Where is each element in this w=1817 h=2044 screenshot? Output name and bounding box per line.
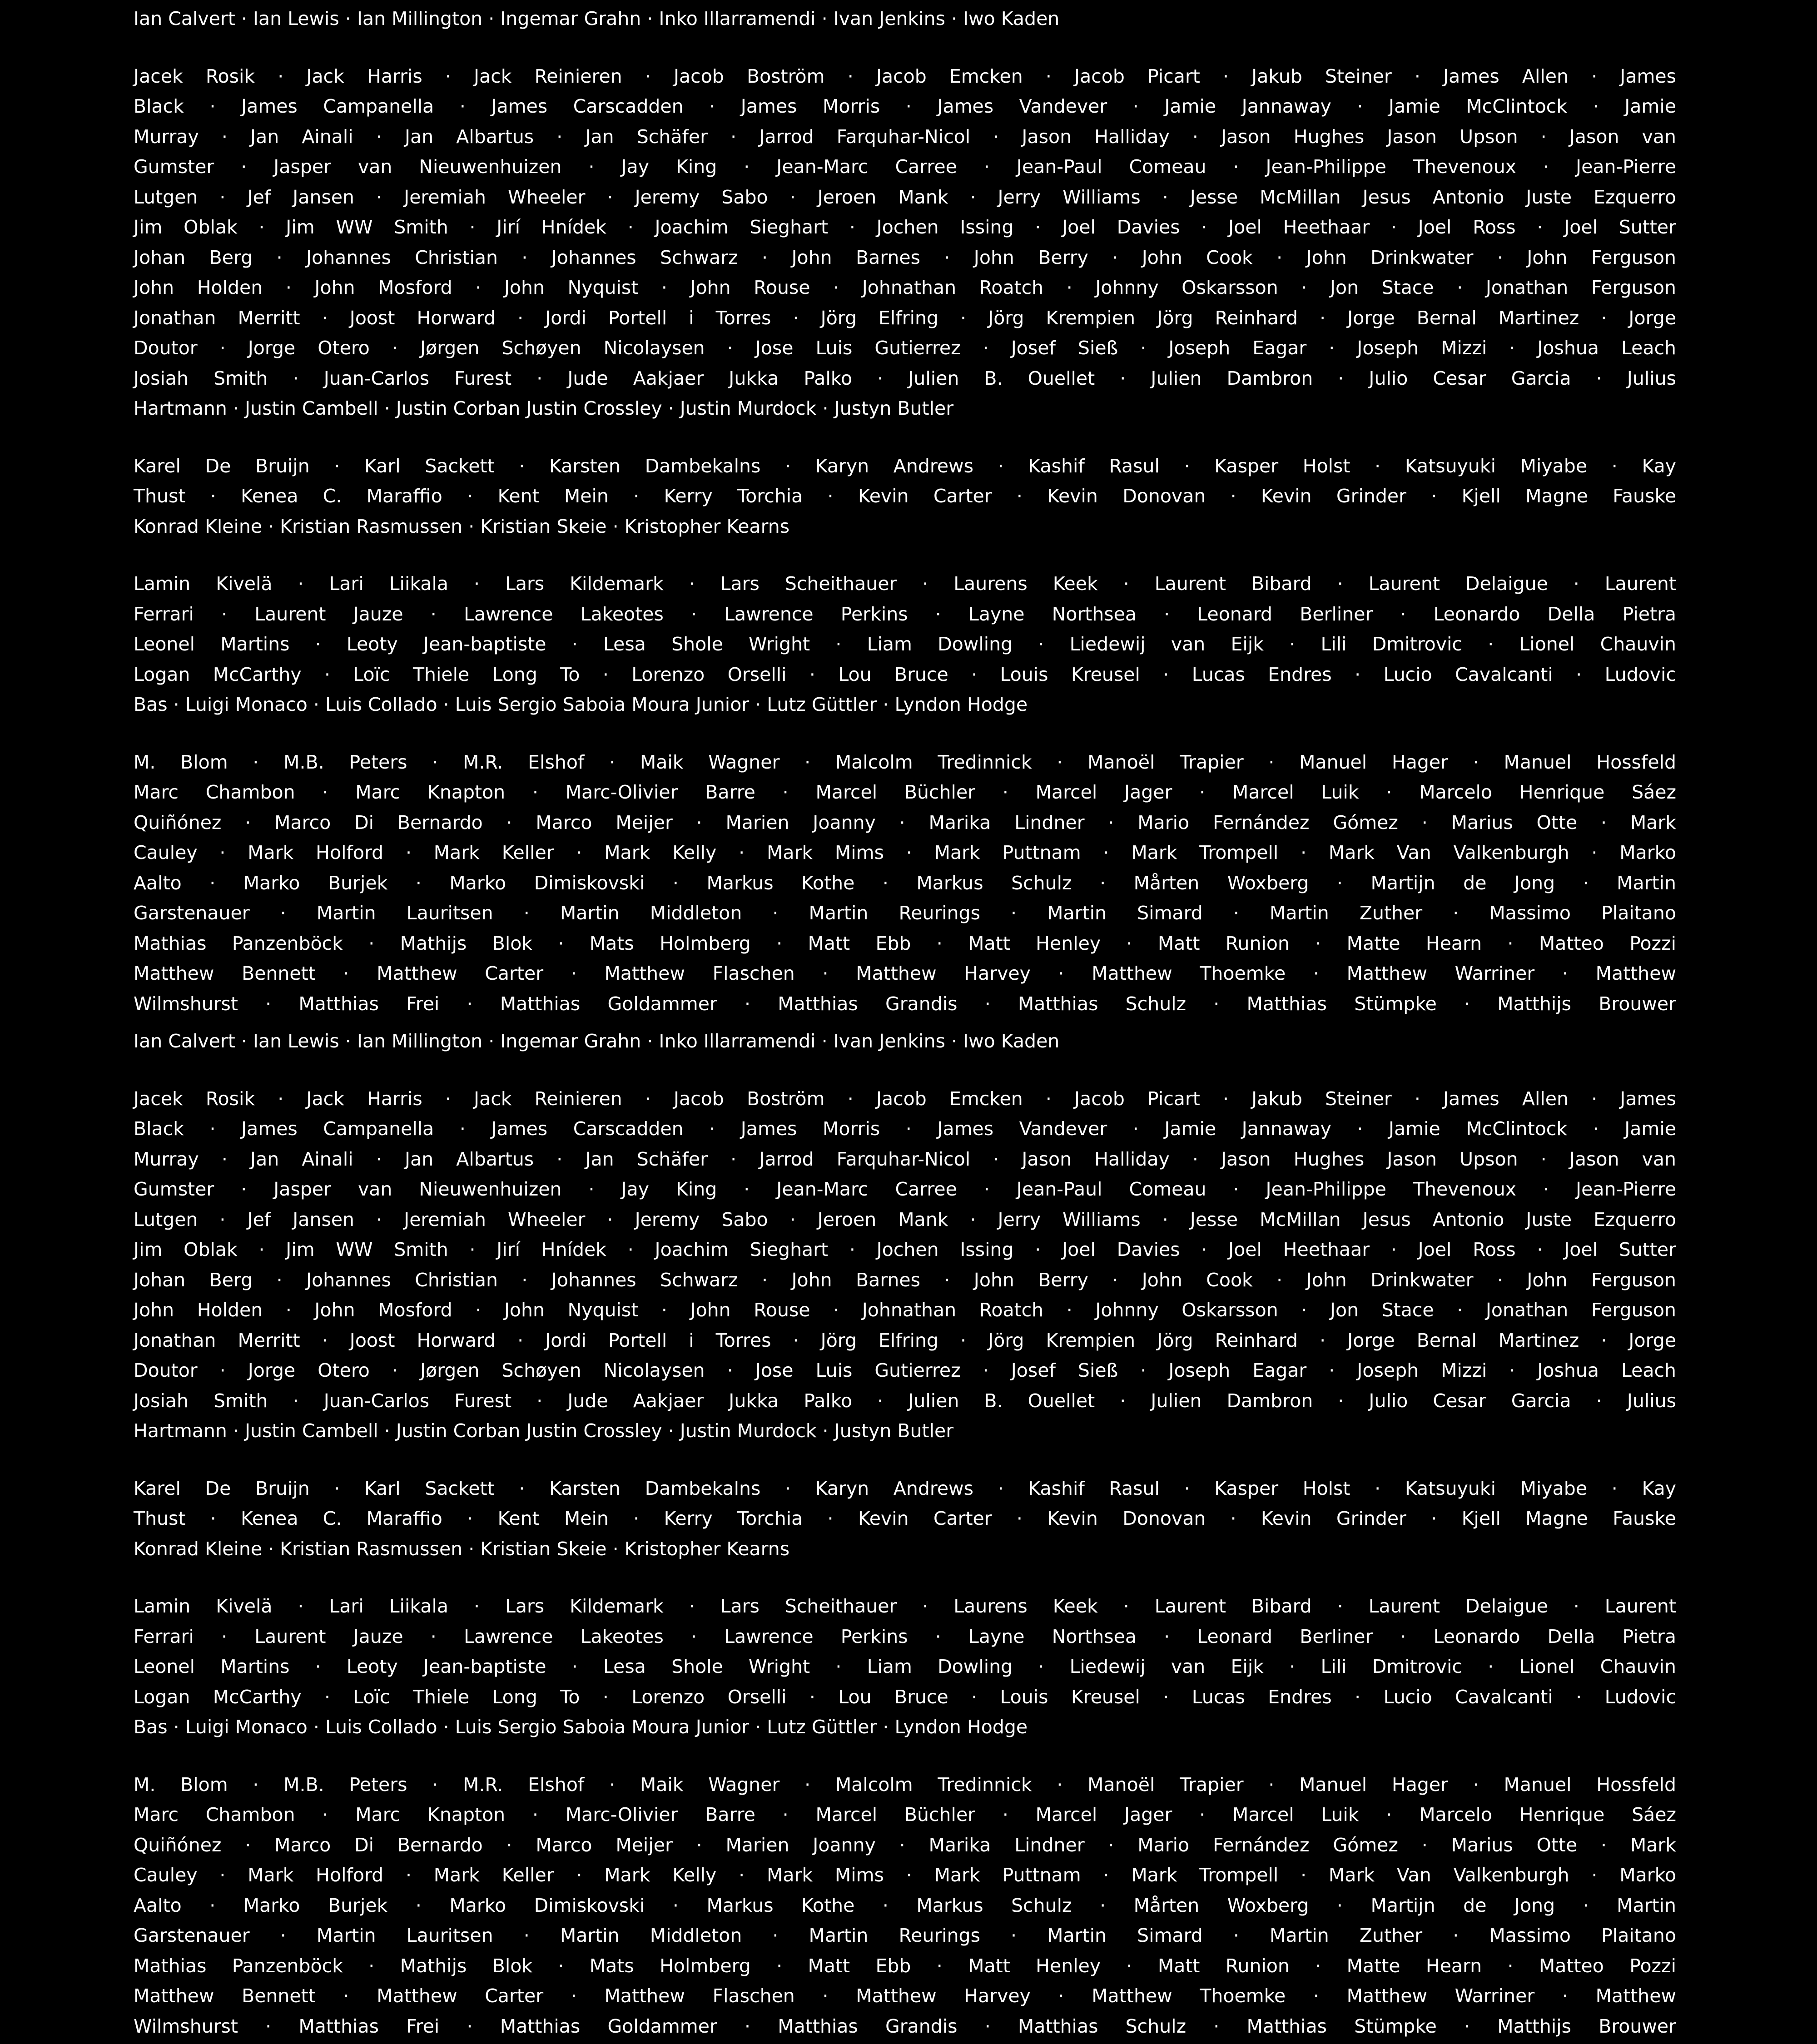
credits-line: Ferrari · Laurent Jauze · Lawrence Lakeotes · Lawrence Perkins · Layne Northsea · Leonard Berliner · Leonardo Della Pietra — [134, 1625, 1676, 1647]
credits-line: Johan Berg · Johannes Christian · Johannes Schwarz · John Barnes · John Berry · John Cook · John Drinkwater · John Ferguson — [134, 246, 1676, 268]
credits-line: Johan Berg · Johannes Christian · Johannes Schwarz · John Barnes · John Berry · John Cook · John Drinkwater · John Ferguson — [134, 1269, 1676, 1291]
credits-line: Hartmann · Justin Cambell · Justin Corban Justin Crossley · Justin Murdock · Justyn Butler — [134, 397, 954, 419]
credits-line: Jacek Rosik · Jack Harris · Jack Reinieren · Jacob Boström · Jacob Emcken · Jacob Picart · Jakub Steiner · James Allen · James — [134, 1087, 1676, 1110]
credits-line: Garstenauer · Martin Lauritsen · Martin Middleton · Martin Reurings · Martin Simard · Martin Zuther · Massimo Plaitano — [134, 1925, 1676, 1946]
credits-block-1 — [134, 4, 1676, 1019]
credits-line: Ian Calvert · Ian Lewis · Ian Millington · Ingemar Grahn · Inko Illarramendi · Ivan Jenkins · Iwo Kaden — [134, 1030, 1060, 1052]
credits-line: Karel De Bruijn · Karl Sackett · Karsten Dambekalns · Karyn Andrews · Kashif Rasul · Kasper Holst · Katsuyuki Miyabe · Kay — [134, 1477, 1676, 1499]
credits-section-j — [134, 61, 1676, 424]
credits-line: Bas · Luigi Monaco · Luis Collado · Luis Sergio Saboia Moura Junior · Lutz Güttler · Lyndon Hodge — [134, 1716, 1028, 1738]
credits-line: Lamin Kivelä · Lari Liikala · Lars Kildemark · Lars Scheithauer · Laurens Keek · Laurent Bibard · Laurent Delaigue · Laurent — [134, 1595, 1676, 1617]
credits-line: Jim Oblak · Jim WW Smith · Jirí Hnídek · Joachim Sieghart · Jochen Issing · Joel Davies · Joel Heethaar · Joel Ross · Joel Sutter — [134, 216, 1676, 238]
credits-line: Cauley · Mark Holford · Mark Keller · Mark Kelly · Mark Mims · Mark Puttnam · Mark Trompell · Mark Van Valkenburgh · Marko — [134, 842, 1676, 863]
credits-line: Quiñónez · Marco Di Bernardo · Marco Meijer · Marien Joanny · Marika Lindner · Mario Fernández Gómez · Marius Otte · Mark — [134, 811, 1676, 833]
credits-line: M. Blom · M.B. Peters · M.R. Elshof · Maik Wagner · Malcolm Tredinnick · Manoël Trapier · Manuel Hager · Manuel Hossfeld — [134, 1773, 1676, 1796]
credits-line: Gumster · Jasper van Nieuwenhuizen · Jay King · Jean-Marc Carree · Jean-Paul Comeau · Jean-Philippe Thevenoux · Jean-Pierre — [134, 156, 1676, 178]
credits-line: John Holden · John Mosford · John Nyquist · John Rouse · Johnathan Roatch · Johnny Oskarsson · Jon Stace · Jonathan Ferguson — [134, 277, 1676, 298]
credits-section-l — [134, 1591, 1676, 1742]
credits-line: Karel De Bruijn · Karl Sackett · Karsten Dambekalns · Karyn Andrews · Kashif Rasul · Kasper Holst · Katsuyuki Miyabe · Kay — [134, 455, 1676, 477]
credits-line: Leonel Martins · Leoty Jean-baptiste · Lesa Shole Wright · Liam Dowling · Liedewij van Eijk · Lili Dmitrovic · Lionel Chauvin — [134, 633, 1676, 655]
credits-section-k — [134, 1473, 1676, 1564]
credits-line: Ferrari · Laurent Jauze · Lawrence Lakeotes · Lawrence Perkins · Layne Northsea · Leonard Berliner · Leonardo Della Pietra — [134, 603, 1676, 625]
credits-line: Quiñónez · Marco Di Bernardo · Marco Meijer · Marien Joanny · Marika Lindner · Mario Fernández Gómez · Marius Otte · Mark — [134, 1834, 1676, 1856]
credits-section-k — [134, 451, 1676, 542]
credits-line: Jonathan Merritt · Joost Horward · Jordi Portell i Torres · Jörg Elfring · Jörg Krempien Jörg Reinhard · Jorge Bernal Martinez · Jorge — [134, 307, 1676, 329]
credits-line: Aalto · Marko Burjek · Marko Dimiskovski · Markus Kothe · Markus Schulz · Mårten Woxberg · Martijn de Jong · Martin — [134, 872, 1676, 894]
credits-line: Aalto · Marko Burjek · Marko Dimiskovski · Markus Kothe · Markus Schulz · Mårten Woxberg · Martijn de Jong · Martin — [134, 1894, 1676, 1916]
credits-line: Marc Chambon · Marc Knapton · Marc-Olivier Barre · Marcel Büchler · Marcel Jager · Marcel Luik · Marcelo Henrique Sáez — [134, 781, 1676, 803]
credits-line: Lutgen · Jef Jansen · Jeremiah Wheeler · Jeremy Sabo · Jeroen Mank · Jerry Williams · Jesse McMillan Jesus Antonio Juste Ezquerro — [134, 1208, 1676, 1230]
credits-line: Wilmshurst · Matthias Frei · Matthias Goldammer · Matthias Grandis · Matthias Schulz · Matthias Stümpke · Matthijs Brouwer — [134, 992, 1676, 1015]
credits-line: Leonel Martins · Leoty Jean-baptiste · Lesa Shole Wright · Liam Dowling · Liedewij van Eijk · Lili Dmitrovic · Lionel Chauvin — [134, 1656, 1676, 1677]
credits-line: Josiah Smith · Juan-Carlos Furest · Jude Aakjaer Jukka Palko · Julien B. Ouellet · Julien Dambron · Julio Cesar Garcia · Julius — [134, 1389, 1676, 1412]
credits-line: Matthew Bennett · Matthew Carter · Matthew Flaschen · Matthew Harvey · Matthew Thoemke · Matthew Warriner · Matthew — [134, 1985, 1676, 2007]
credits-line: Lamin Kivelä · Lari Liikala · Lars Kildemark · Lars Scheithauer · Laurens Keek · Laurent Bibard · Laurent Delaigue · Laurent — [134, 573, 1676, 595]
credits-line: Matthew Bennett · Matthew Carter · Matthew Flaschen · Matthew Harvey · Matthew Thoemke · Matthew Warriner · Matthew — [134, 962, 1676, 984]
credits-line: Thust · Kenea C. Maraffio · Kent Mein · Kerry Torchia · Kevin Carter · Kevin Donovan · Kevin Grinder · Kjell Magne Fauske — [134, 485, 1676, 507]
credits-line: Jacek Rosik · Jack Harris · Jack Reinieren · Jacob Boström · Jacob Emcken · Jacob Picart · Jakub Steiner · James Allen · James — [134, 65, 1676, 87]
credits-line: Wilmshurst · Matthias Frei · Matthias Goldammer · Matthias Grandis · Matthias Schulz · Matthias Stümpke · Matthijs Brouwer — [134, 2015, 1676, 2037]
credits-line: Black · James Campanella · James Carscadden · James Morris · James Vandever · Jamie Jannaway · Jamie McClintock · Jamie — [134, 1118, 1676, 1140]
credits-section-m — [134, 747, 1676, 1019]
credits-line: Gumster · Jasper van Nieuwenhuizen · Jay King · Jean-Marc Carree · Jean-Paul Comeau · Jean-Philippe Thevenoux · Jean-Pierre — [134, 1178, 1676, 1200]
credits-section-i — [134, 4, 1676, 34]
credits-line: Black · James Campanella · James Carscadden · James Morris · James Vandever · Jamie Jannaway · Jamie McClintock · Jamie — [134, 95, 1676, 117]
credits-line: Logan McCarthy · Loïc Thiele Long To · Lorenzo Orselli · Lou Bruce · Louis Kreusel · Lucas Endres · Lucio Cavalcanti · Ludovic — [134, 1686, 1676, 1708]
credits-line: Ian Calvert · Ian Lewis · Ian Millington · Ingemar Grahn · Inko Illarramendi · Ivan Jenkins · Iwo Kaden — [134, 8, 1060, 30]
credits-line: Murray · Jan Ainali · Jan Albartus · Jan Schäfer · Jarrod Farquhar-Nicol · Jason Halliday · Jason Hughes Jason Upson · Jason van — [134, 125, 1676, 148]
credits-line: Doutor · Jorge Otero · Jørgen Schøyen Nicolaysen · Jose Luis Gutierrez · Josef Sieß · Joseph Eagar · Joseph Mizzi · Joshua Leach — [134, 337, 1676, 359]
credits-line: Mathias Panzenböck · Mathijs Blok · Mats Holmberg · Matt Ebb · Matt Henley · Matt Runion · Matte Hearn · Matteo Pozzi — [134, 1955, 1676, 1977]
credits-line: Bas · Luigi Monaco · Luis Collado · Luis Sergio Saboia Moura Junior · Lutz Güttler · Lyndon Hodge — [134, 694, 1028, 715]
credits-line: Konrad Kleine · Kristian Rasmussen · Kristian Skeie · Kristopher Kearns — [134, 1538, 790, 1560]
credits-line: Garstenauer · Martin Lauritsen · Martin Middleton · Martin Reurings · Martin Simard · Martin Zuther · Massimo Plaitano — [134, 902, 1676, 924]
credits-line: Konrad Kleine · Kristian Rasmussen · Kristian Skeie · Kristopher Kearns — [134, 515, 790, 537]
credits-line: Lutgen · Jef Jansen · Jeremiah Wheeler · Jeremy Sabo · Jeroen Mank · Jerry Williams · Jesse McMillan Jesus Antonio Juste Ezquerro — [134, 186, 1676, 208]
credits-line: Mathias Panzenböck · Mathijs Blok · Mats Holmberg · Matt Ebb · Matt Henley · Matt Runion · Matte Hearn · Matteo Pozzi — [134, 932, 1676, 954]
credits-line: Doutor · Jorge Otero · Jørgen Schøyen Nicolaysen · Jose Luis Gutierrez · Josef Sieß · Joseph Eagar · Joseph Mizzi · Joshua Leach — [134, 1359, 1676, 1381]
credits-line: Jonathan Merritt · Joost Horward · Jordi Portell i Torres · Jörg Elfring · Jörg Krempien Jörg Reinhard · Jorge Bernal Martinez · Jorge — [134, 1329, 1676, 1351]
credits-line: John Holden · John Mosford · John Nyquist · John Rouse · Johnathan Roatch · Johnny Oskarsson · Jon Stace · Jonathan Ferguson — [134, 1299, 1676, 1321]
credits-line: Marc Chambon · Marc Knapton · Marc-Olivier Barre · Marcel Büchler · Marcel Jager · Marcel Luik · Marcelo Henrique Sáez — [134, 1804, 1676, 1826]
credits-section-j — [134, 1084, 1676, 1446]
credits-line: Josiah Smith · Juan-Carlos Furest · Jude Aakjaer Jukka Palko · Julien B. Ouellet · Julien Dambron · Julio Cesar Garcia · Julius — [134, 367, 1676, 389]
credits-block-2 — [134, 1026, 1676, 2041]
credits-line: Thust · Kenea C. Maraffio · Kent Mein · Kerry Torchia · Kevin Carter · Kevin Donovan · Kevin Grinder · Kjell Magne Fauske — [134, 1508, 1676, 1529]
credits-line: Jim Oblak · Jim WW Smith · Jirí Hnídek · Joachim Sieghart · Jochen Issing · Joel Davies · Joel Heethaar · Joel Ross · Joel Sutter — [134, 1239, 1676, 1260]
credits-section-l — [134, 569, 1676, 720]
credits-line: Cauley · Mark Holford · Mark Keller · Mark Kelly · Mark Mims · Mark Puttnam · Mark Trompell · Mark Van Valkenburgh · Marko — [134, 1864, 1676, 1886]
credits-section-i — [134, 1026, 1676, 1057]
credits-line: Murray · Jan Ainali · Jan Albartus · Jan Schäfer · Jarrod Farquhar-Nicol · Jason Halliday · Jason Hughes Jason Upson · Jason van — [134, 1148, 1676, 1170]
credits-line: Hartmann · Justin Cambell · Justin Corban Justin Crossley · Justin Murdock · Justyn Butler — [134, 1420, 954, 1442]
credits-line: M. Blom · M.B. Peters · M.R. Elshof · Maik Wagner · Malcolm Tredinnick · Manoël Trapier · Manuel Hager · Manuel Hossfeld — [134, 751, 1676, 773]
credits-line: Logan McCarthy · Loïc Thiele Long To · Lorenzo Orselli · Lou Bruce · Louis Kreusel · Lucas Endres · Lucio Cavalcanti · Ludovic — [134, 663, 1676, 685]
credits-section-m — [134, 1770, 1676, 2042]
